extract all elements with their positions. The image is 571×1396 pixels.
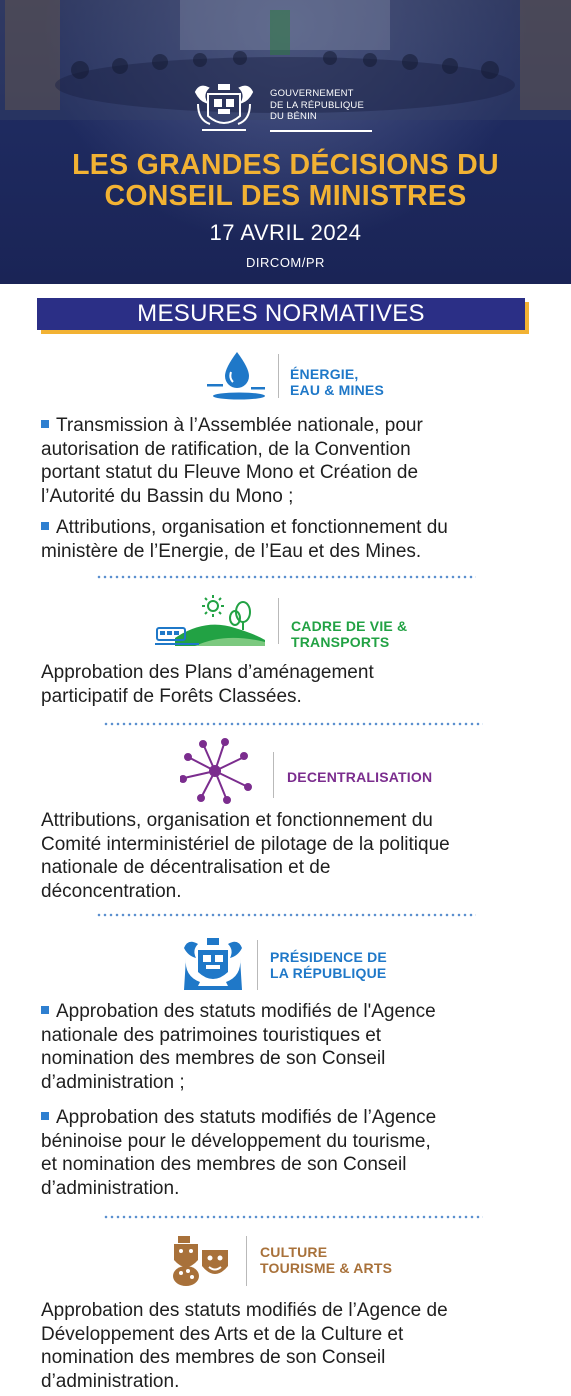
theater-masks-icon xyxy=(170,1234,236,1290)
coat-of-arms-icon xyxy=(188,80,260,138)
divider xyxy=(246,1236,247,1286)
source-label: DIRCOM/PR xyxy=(246,255,325,270)
header xyxy=(0,0,571,284)
bullet-icon xyxy=(41,522,49,530)
list-item: Attributions, organisation et fonctionnement du ministère de l’Energie, de l’Eau et des Mines. xyxy=(41,517,448,562)
label-line-2: LA RÉPUBLIQUE xyxy=(270,965,387,981)
list-item: Approbation des Plans d’aménagement participatif de Forêts Classées. xyxy=(41,662,374,707)
divider xyxy=(270,130,372,132)
gov-line-2: DE LA RÉPUBLIQUE xyxy=(270,99,365,111)
section-banner: MESURES NORMATIVES xyxy=(37,298,525,330)
bullet-icon xyxy=(41,1112,49,1120)
category-label xyxy=(290,366,384,398)
category-label xyxy=(260,1244,392,1276)
list-item: Transmission à l’Assemblée nationale, pour autorisation de ratification, de la Convention portant statut du Fleuve Mono et Création de l’Autorité du Bassin du Mono ; xyxy=(41,415,423,507)
title-line-2: CONSEIL DES MINISTRES xyxy=(104,180,467,212)
list-item: Approbation des statuts modifiés de l’Agence de Développement des Arts et de la Culture et nomination des membres de son Conseil d’administration. xyxy=(41,1300,448,1392)
coat-of-arms-icon xyxy=(180,936,246,994)
label-line-2: TOURISME & ARTS xyxy=(260,1260,393,1276)
label-line-1: CADRE DE VIE & xyxy=(291,618,408,634)
divider xyxy=(257,940,258,990)
list-item: Approbation des statuts modifiés de l'Agence nationale des patrimoines touristiques et nomination des membres de son Conseil d’administration ; xyxy=(41,1001,436,1093)
water-drop-icon xyxy=(205,350,267,400)
page-title xyxy=(20,150,551,212)
label-line-2: TRANSPORTS xyxy=(291,634,390,650)
divider xyxy=(273,752,274,798)
category-culture xyxy=(170,1234,420,1284)
divider xyxy=(278,598,279,644)
category-label xyxy=(291,618,407,650)
list-item: Attributions, organisation et fonctionnement du Comité interministériel de pilotage de la politique nationale de décentralisation et de déconcentration. xyxy=(41,810,450,902)
category-cadre-de-vie xyxy=(155,594,425,650)
government-logo xyxy=(188,80,388,140)
category-presidence xyxy=(180,936,460,986)
dotted-divider xyxy=(103,1215,483,1219)
label-line-2: EAU & MINES xyxy=(290,382,384,398)
category-decentralisation xyxy=(180,738,470,788)
meeting-date: 17 AVRIL 2024 xyxy=(209,220,362,245)
landscape-bus-icon xyxy=(155,594,270,648)
category-label xyxy=(270,949,387,981)
title-line-1: LES GRANDES DÉCISIONS DU xyxy=(72,149,499,181)
bullet-icon xyxy=(41,1006,49,1014)
gov-line-3: DU BÉNIN xyxy=(270,111,317,122)
label-line-1: ÉNERGIE, xyxy=(290,366,359,382)
category-label xyxy=(287,769,432,785)
label-line-1: DECENTRALISATION xyxy=(287,769,433,785)
bullet-icon xyxy=(41,420,49,428)
gov-line-1: GOUVERNEMENT xyxy=(270,88,354,99)
label-line-1: PRÉSIDENCE DE xyxy=(270,949,387,965)
dotted-divider xyxy=(96,575,476,579)
label-line-1: CULTURE xyxy=(260,1244,328,1260)
dotted-divider xyxy=(103,722,483,726)
network-nodes-icon xyxy=(180,738,260,804)
dotted-divider xyxy=(96,913,476,917)
divider xyxy=(278,354,279,398)
category-energie xyxy=(205,350,415,400)
list-item: Approbation des statuts modifiés de l’Agence béninoise pour le développement du tourisme, et nomination des membres de son Conseil d’administration. xyxy=(41,1107,437,1199)
